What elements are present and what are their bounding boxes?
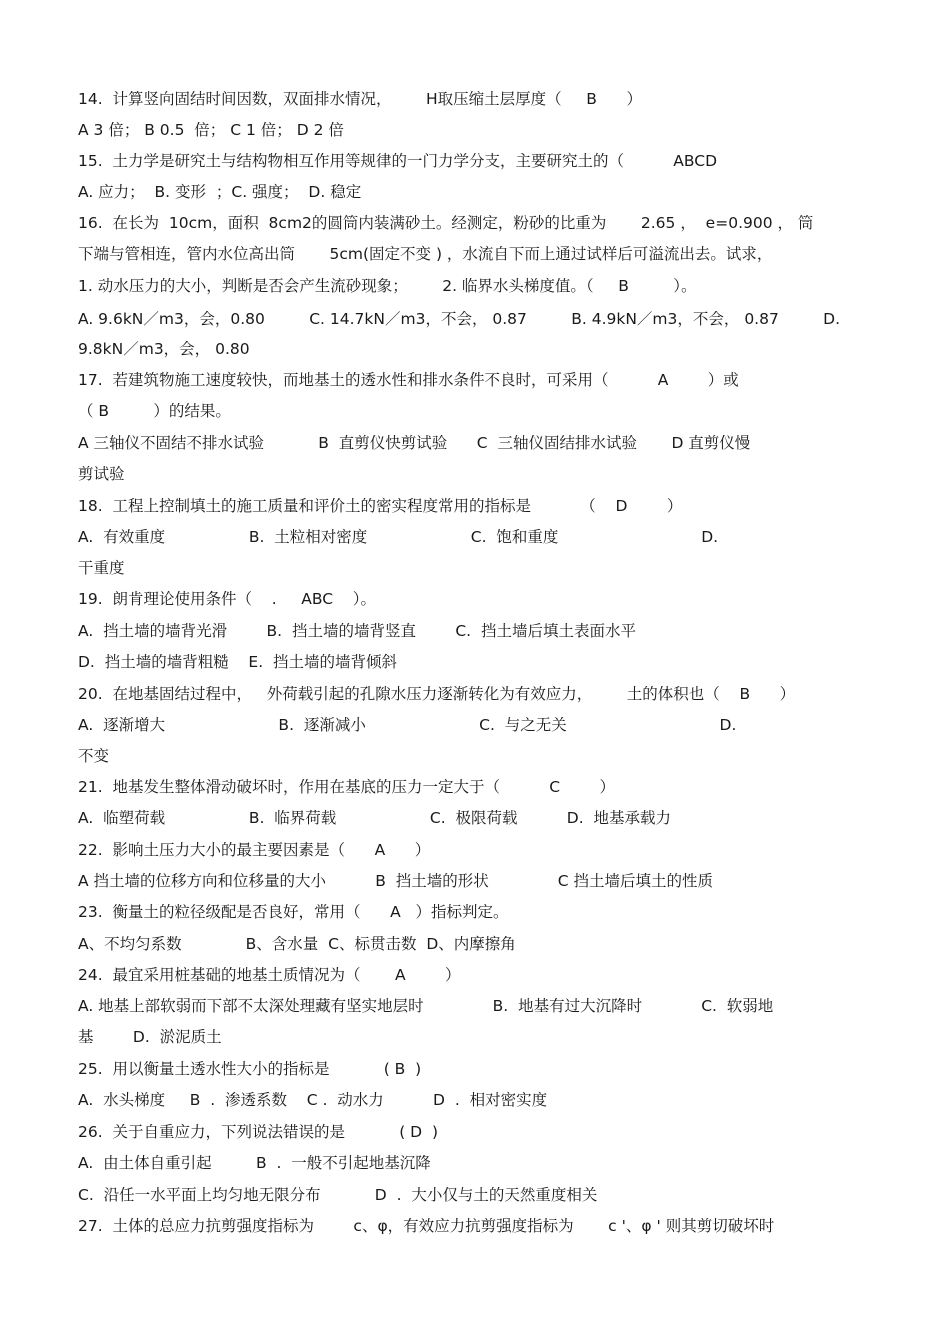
question-16-cont-2: 1. 动水压力的大小，判断是否会产生流砂现象； 2. 临界水头梯度值。（ B ）。: [78, 277, 697, 295]
question-17: 17. 若建筑物施工速度较快，而地基土的透水性和排水条件不良时，可采用（ A ）或: [78, 371, 739, 389]
question-26: 26. 关于自重应力，下列说法错误的是 ( D ): [78, 1123, 439, 1141]
question-16-cont: 下端与管相连，管内水位高出筒 5cm(固定不变 ) ，水流自下而上通过试样后可溢流出去。试求，: [78, 245, 773, 263]
question-20-options-2: 不变: [78, 747, 110, 765]
question-15: 15. 土力学是研究土与结构物相互作用等规律的一门力学分支，主要研究土的（ ABCD: [78, 152, 717, 170]
question-20-options: A. 逐渐增大 B. 逐渐减小 C. 与之无关 D.: [78, 716, 737, 734]
question-20: 20. 在地基固结过程中， 外荷载引起的孔隙水压力逐渐转化为有效应力， 土的体积也（ B ）: [78, 685, 796, 703]
question-18-options-2: 干重度: [78, 559, 125, 577]
question-23-options: A、不均匀系数 B、含水量 C、标贯击数 D、内摩擦角: [78, 935, 516, 953]
question-19-options: A. 挡土墙的墙背光滑 B. 挡土墙的墙背竖直 C. 挡土墙后填土表面水平: [78, 622, 636, 640]
question-25-options: A. 水头梯度 B . 渗透系数 C . 动水力 D . 相对密实度: [78, 1091, 548, 1109]
question-21: 21. 地基发生整体滑动破坏时，作用在基底的压力一定大于（ C ）: [78, 778, 616, 796]
question-22-options: A 挡土墙的位移方向和位移量的大小 B 挡土墙的形状 C 挡土墙后填土的性质: [78, 872, 714, 890]
question-14: 14. 计算竖向固结时间因数，双面排水情况， H取压缩土层厚度（ B ）: [78, 90, 642, 108]
question-24-options: A. 地基上部软弱而下部不太深处理藏有坚实地层时 B. 地基有过大沉降时 C. 软弱地: [78, 997, 774, 1015]
question-25: 25. 用以衡量土透水性大小的指标是 ( B ): [78, 1060, 422, 1078]
question-19: 19. 朗肯理论使用条件（ . ABC ）。: [78, 590, 377, 608]
question-22: 22. 影响土压力大小的最主要因素是（ A ）: [78, 841, 431, 859]
question-16: 16. 在长为 10cm，面积 8cm2的圆筒内装满砂土。经测定，粉砂的比重为 2.65 ， e=0.900 ， 筒: [78, 214, 814, 232]
question-19-options-2: D. 挡土墙的墙背粗糙 E. 挡土墙的墙背倾斜: [78, 653, 397, 671]
question-21-options: A. 临塑荷载 B. 临界荷载 C. 极限荷载 D. 地基承载力: [78, 809, 671, 827]
question-16-options-2: 9.8kN／m3，会， 0.80: [78, 340, 250, 358]
question-16-options: A. 9.6kN／m3，会，0.80 C. 14.7kN／m3，不会， 0.87 B. 4.9kN／m3，不会， 0.87 D.: [78, 310, 841, 328]
question-26-options: A. 由土体自重引起 B . 一般不引起地基沉降: [78, 1154, 431, 1172]
question-23: 23. 衡量土的粒径级配是否良好，常用（ A ）指标判定。: [78, 903, 509, 921]
question-17-cont: （ B ）的结果。: [78, 402, 231, 420]
question-15-options: A. 应力； B. 变形 ；C. 强度； D. 稳定: [78, 183, 362, 201]
question-14-options: A 3 倍； B 0.5 倍； C 1 倍； D 2 倍: [78, 121, 344, 139]
question-17-options-2: 剪试验: [78, 465, 125, 483]
question-24: 24. 最宜采用桩基础的地基土质情况为（ A ）: [78, 966, 461, 984]
question-18-options: A. 有效重度 B. 土粒相对密度 C. 饱和重度 D.: [78, 528, 719, 546]
question-18: 18. 工程上控制填土的施工质量和评价土的密实程度常用的指标是 （ D ）: [78, 497, 683, 515]
question-24-options-2: 基 D. 淤泥质土: [78, 1028, 222, 1046]
question-17-options: A 三轴仪不固结不排水试验 B 直剪仪快剪试验 C 三轴仪固结排水试验 D 直剪仪慢: [78, 434, 751, 452]
question-27: 27. 土体的总应力抗剪强度指标为 c、φ，有效应力抗剪强度指标为 c '、φ ' 则其剪切破坏时: [78, 1217, 775, 1235]
question-26-options-2: C. 沿任一水平面上均匀地无限分布 D . 大小仅与土的天然重度相关: [78, 1186, 598, 1204]
